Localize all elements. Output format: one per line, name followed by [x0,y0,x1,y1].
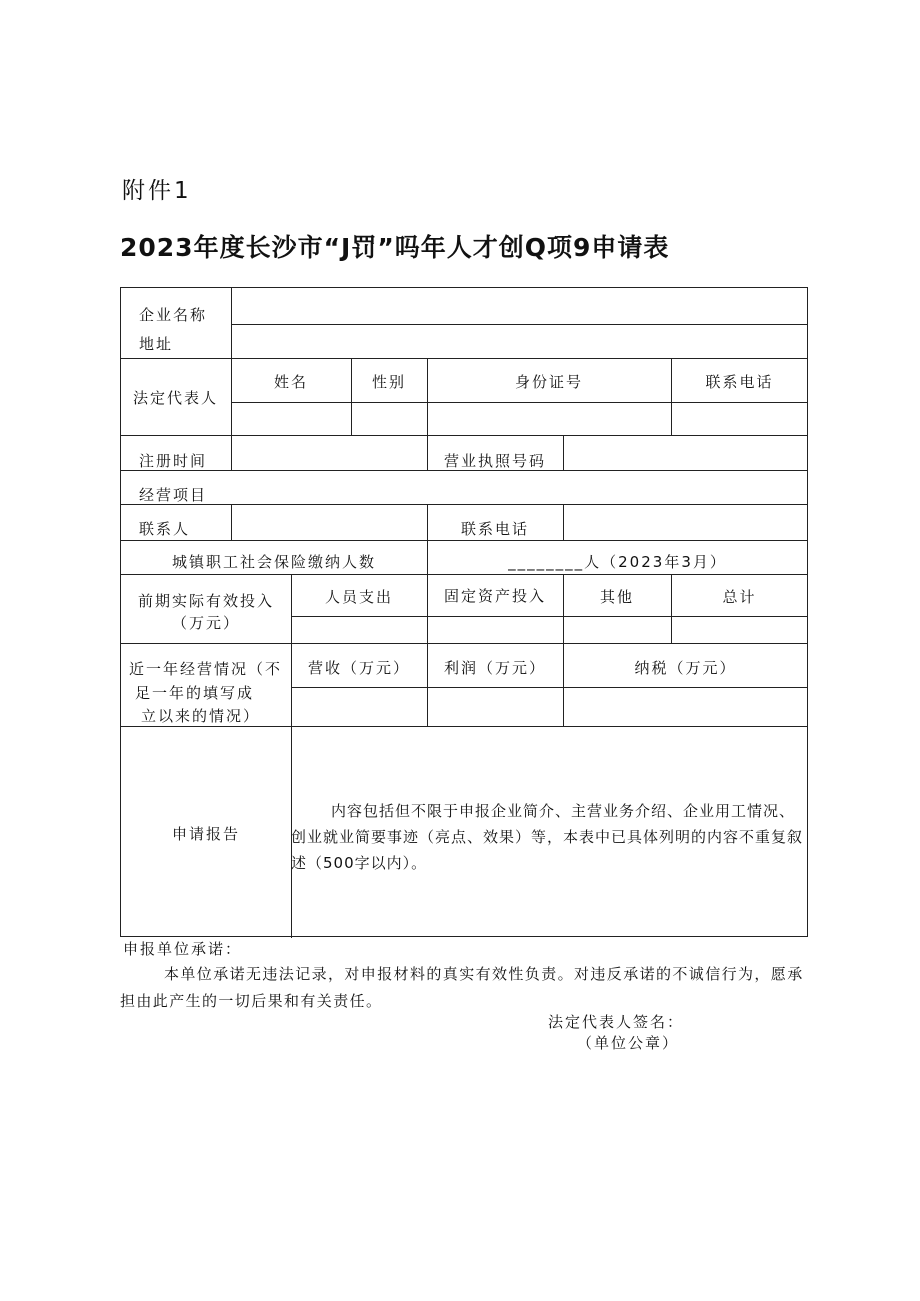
legal-rep-id-field[interactable] [428,403,670,434]
attachment-label: 附件1 [122,178,192,204]
form-title: 2023年度长沙市“J罚”吗年人才创Q项9申请表 [120,233,670,262]
total-investment-field[interactable] [672,617,807,642]
address-label: 地址 [139,335,174,353]
profit-header: 利润（万元） [443,659,546,677]
other-header: 其他 [599,588,634,606]
contact-phone-field[interactable] [564,505,807,539]
application-form-table [120,287,808,937]
revenue-field[interactable] [292,688,426,725]
signature-label: 法定代表人签名： [548,1013,685,1031]
company-name-field[interactable] [232,289,807,323]
revenue-header: 营收（万元） [307,659,410,677]
insured-count-value: ________人（2023年3月） [508,553,727,571]
company-name-label: 企业名称 [139,306,208,324]
legal-rep-phone-field[interactable] [672,403,807,434]
personnel-cost-header: 人员支出 [324,588,393,606]
report-instructions: 内容包括但不限于申报企业简介、主营业务介绍、企业用工情况、创业就业简要事迹（亮点、效果）等，本表中已具体列明的内容不重复叙述（500字以内）。 [291,802,804,872]
fixed-assets-header: 固定资产投入 [443,587,546,605]
col-name-header: 姓名 [273,373,308,391]
col-id-header: 身份证号 [514,373,583,391]
contact-phone-label: 联系电话 [460,520,529,538]
investment-label: 前期实际有效投入 [137,592,274,610]
legal-rep-gender-field[interactable] [352,403,426,434]
license-no-field[interactable] [564,436,807,469]
insured-count-label: 城镇职工社会保险缴纳人数 [171,553,376,571]
contact-label: 联系人 [139,520,191,538]
investment-unit-label: （万元） [171,614,240,632]
operations-label-line3: 立以来的情况） [141,707,261,725]
business-scope-label: 经营项目 [139,486,208,504]
legal-rep-label: 法定代表人 [133,389,219,407]
business-scope-field[interactable] [232,471,807,503]
contact-field[interactable] [232,505,426,539]
col-gender-header: 性别 [371,373,406,391]
operations-label-line2: 足一年的填写成 [135,684,255,702]
reg-time-label: 注册时间 [139,452,208,470]
total-header: 总计 [722,588,757,606]
fixed-assets-field[interactable] [428,617,562,642]
legal-rep-name-field[interactable] [232,403,350,434]
license-no-label: 营业执照号码 [443,452,546,470]
tax-header: 纳税（万元） [634,659,737,677]
personnel-cost-field[interactable] [292,617,426,642]
tax-field[interactable] [564,688,807,725]
pledge-title: 申报单位承诺： [123,940,243,958]
reg-time-field[interactable] [232,436,426,469]
report-label: 申请报告 [171,825,240,843]
profit-field[interactable] [428,688,562,725]
pledge-text: 本单位承诺无违法记录，对申报材料的真实有效性负责。对违反承诺的不诚信行为，愿承担由此产生的一切后果和有关责任。 [120,965,804,1010]
company-seal-label: （单位公章） [577,1034,680,1052]
col-phone-header: 联系电话 [705,373,774,391]
address-field[interactable] [232,325,807,357]
operations-label: 近一年经营情况（不 [129,660,283,678]
other-investment-field[interactable] [564,617,670,642]
